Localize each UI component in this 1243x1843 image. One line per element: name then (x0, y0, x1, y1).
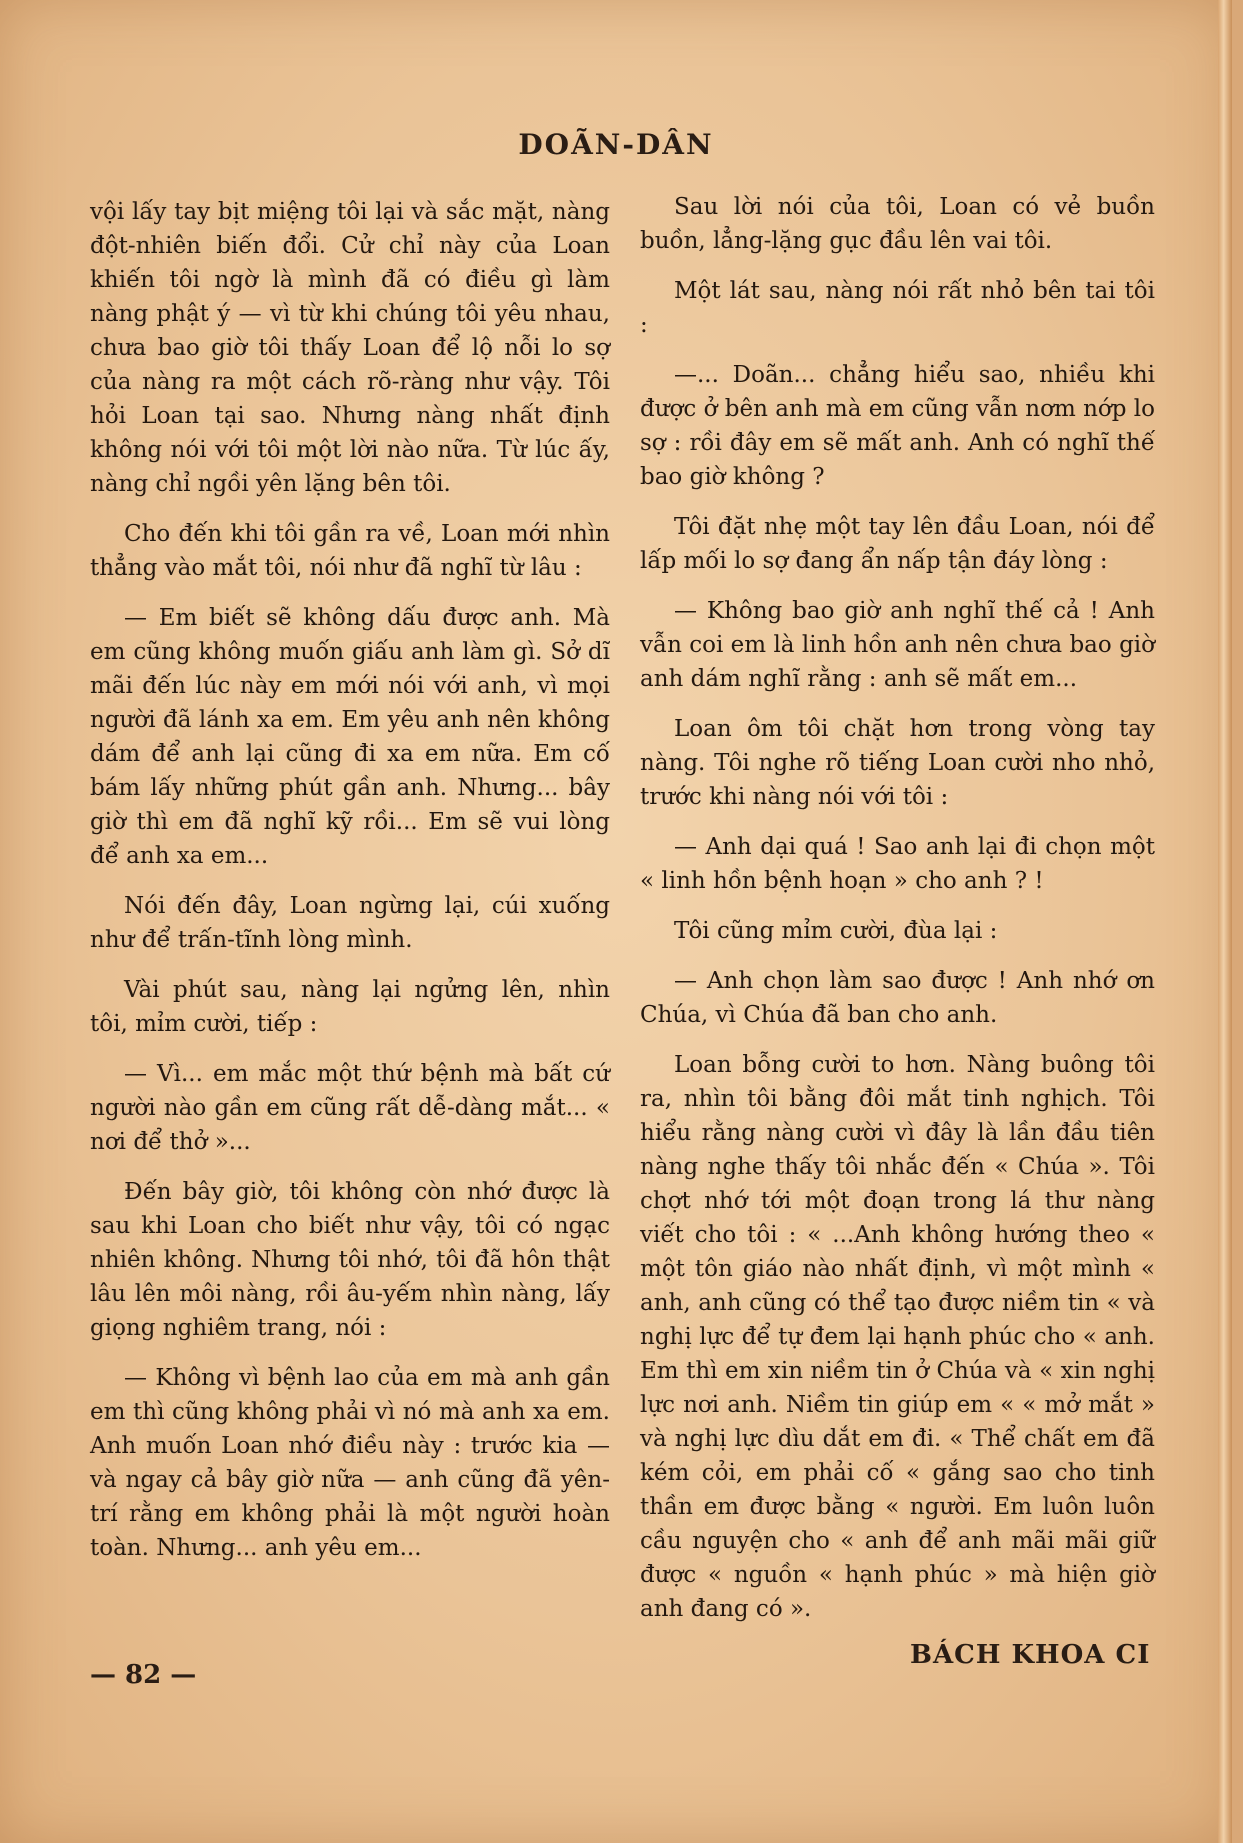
paragraph: — Không bao giờ anh nghĩ thế cả ! Anh vẫn coi em là linh hồn anh nên chưa bao giờ anh dám nghĩ rằng : anh sẽ mất em... (640, 598, 1155, 692)
paragraph: Vài phút sau, nàng lại ngửng lên, nhìn tôi, mỉm cười, tiếp : (90, 977, 610, 1037)
paragraph: Loan ôm tôi chặt hơn trong vòng tay nàng. Tôi nghe rõ tiếng Loan cười nho nhỏ, trước khi nàng nói với tôi : (640, 716, 1155, 810)
paragraph: — Không vì bệnh lao của em mà anh gần em thì cũng không phải vì nó mà anh xa em. Anh muốn Loan nhớ điều này : trước kia — và ngay cả bây giờ nữa — anh cũng đã yên-trí rằng em không phải là một người hoàn toàn. Nhưng... anh yêu em... (90, 1365, 610, 1561)
paragraph: Một lát sau, nàng nói rất nhỏ bên tai tôi : (640, 278, 1155, 338)
paragraph: Đến bây giờ, tôi không còn nhớ được là sau khi Loan cho biết như vậy, tôi có ngạc nhiên không. Nhưng tôi nhớ, tôi đã hôn thật lâu lên môi nàng, rồi âu-yếm nhìn nàng, lấy giọng nghiêm trang, nói : (90, 1179, 610, 1341)
paragraph: Tôi cũng mỉm cười, đùa lại : (674, 918, 998, 944)
paragraph: Nói đến đây, Loan ngừng lại, cúi xuống như để trấn-tĩnh lòng mình. (90, 893, 610, 953)
page-number: — 82 — (90, 1660, 197, 1690)
paragraph: vội lấy tay bịt miệng tôi lại và sắc mặt, nàng đột-nhiên biến đổi. Cử chỉ này của Loan khiến tôi ngờ là mình đã có điều gì làm nàng phật ý — vì từ khi chúng tôi yêu nhau, chưa bao giờ tôi thấy Loan để lộ nỗi lo sợ của nàng ra một cách rõ-ràng như vậy. Tôi hỏi Loan tại sao. Nhưng nàng nhất định không nói với tôi một lời nào nữa. Từ lúc ấy, nàng chỉ ngồi yên lặng bên tôi. (90, 199, 610, 497)
paragraph: — Anh chọn làm sao được ! Anh nhớ ơn Chúa, vì Chúa đã ban cho anh. (640, 968, 1155, 1028)
left-column (90, 195, 610, 1581)
page-header-author: DOÃN-DÂN (518, 128, 714, 161)
paragraph: — Vì... em mắc một thứ bệnh mà bất cứ người nào gần em cũng rất dễ-dàng mắt... « nơi để thở »... (90, 1061, 610, 1155)
paragraph: —... Doãn... chẳng hiểu sao, nhiều khi được ở bên anh mà em cũng vẫn nơm nớp lo sợ : rồi đây em sẽ mất anh. Anh có nghĩ thế bao giờ không ? (640, 362, 1155, 490)
paragraph: Sau lời nói của tôi, Loan có vẻ buồn buồn, lẳng-lặng gục đầu lên vai tôi. (640, 194, 1155, 254)
paragraph: Cho đến khi tôi gần ra về, Loan mới nhìn thẳng vào mắt tôi, nói như đã nghĩ từ lâu : (90, 521, 610, 581)
publication-name: BÁCH KHOA CI (910, 1640, 1151, 1670)
paragraph: — Em biết sẽ không dấu được anh. Mà em cũng không muốn giấu anh làm gì. Sở dĩ mãi đến lúc này em mới nói với anh, vì mọi người đã lánh xa em. Em yêu anh nên không dám để anh lại cũng đi xa em nữa. Em cố bám lấy những phút gần anh. Nhưng... bây giờ thì em đã nghĩ kỹ rồi... Em sẽ vui lòng để anh xa em... (90, 605, 610, 869)
paragraph: — Anh dại quá ! Sao anh lại đi chọn một « linh hồn bệnh hoạn » cho anh ? ! (640, 834, 1155, 894)
paragraph: Loan bỗng cười to hơn. Nàng buông tôi ra, nhìn tôi bằng đôi mắt tinh nghịch. Tôi hiểu rằng nàng cười vì đây là lần đầu tiên nàng nghe thấy tôi nhắc đến « Chúa ». Tôi chợt nhớ tới một đoạn trong lá thư nàng viết cho tôi : « ...Anh không hướng theo « một tôn giáo nào nhất định, vì một mình « anh, anh cũng có thể tạo được niềm tin « và nghị lực để tự đem lại hạnh phúc cho « anh. Em thì em xin niềm tin ở Chúa và « xin nghị lực nơi anh. Niềm tin giúp em « « mở mắt » và nghị lực dìu dắt em đi. « Thể chất em đã kém cỏi, em phải cố « gắng sao cho tinh thần em được bằng « người. Em luôn luôn cầu nguyện cho « anh để anh mãi mãi giữ được « nguồn « hạnh phúc » mà hiện giờ anh đang có ». (640, 1052, 1155, 1622)
page-edge (1218, 0, 1232, 1843)
right-column (640, 190, 1155, 1642)
paragraph: Tôi đặt nhẹ một tay lên đầu Loan, nói để lấp mối lo sợ đang ẩn nấp tận đáy lòng : (640, 514, 1155, 574)
